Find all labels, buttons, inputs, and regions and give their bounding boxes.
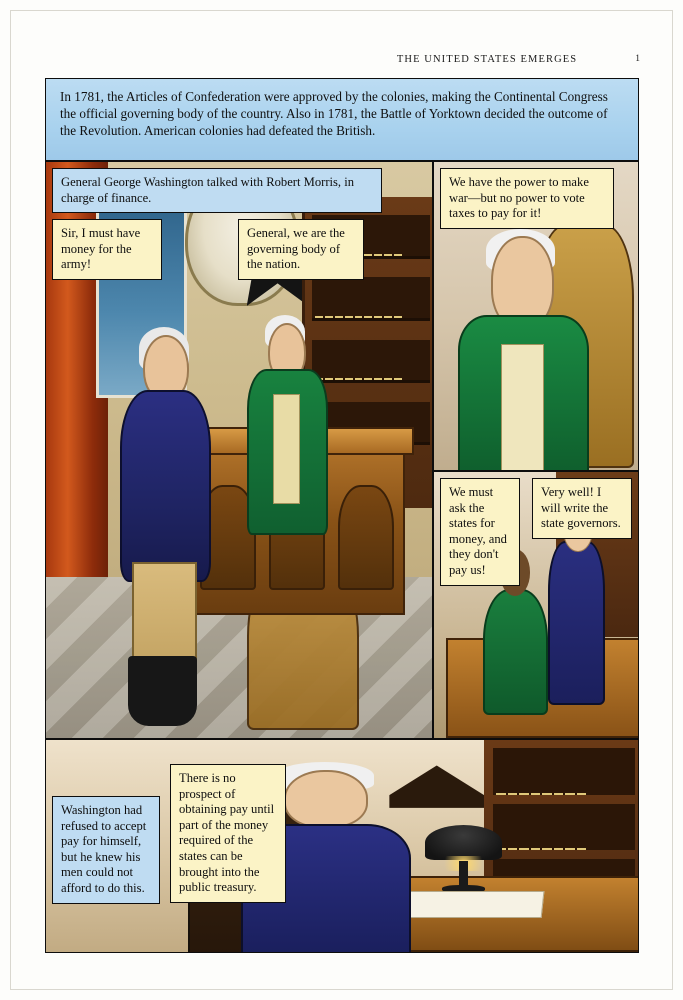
balloon-washington: Sir, I must have money for the army! [52, 219, 162, 280]
page-number: 1 [635, 54, 640, 64]
figure-robert-morris [247, 323, 324, 530]
page-header [45, 50, 640, 68]
balloon-morris: General, we are the governing body of the nation. [238, 219, 364, 280]
panel-right-top [433, 161, 639, 471]
narration-text: In 1781, the Articles of Confederation were approved by the colonies, making the Continental Congress the official governing body of the country. Also in 1781, the Battle of Yorktown decided the outcome of the Revolution. American colonies had defeated the British. [60, 89, 608, 139]
caption-main-panel: General George Washington talked with Robert Morris, in charge of finance. [52, 168, 382, 213]
desk-panel [338, 485, 394, 589]
head [284, 770, 368, 829]
figure-washington-standing [548, 541, 605, 705]
boots [128, 656, 197, 727]
vest [273, 394, 300, 504]
lamp-shade [425, 825, 502, 860]
panel-right-bottom [433, 471, 639, 739]
panel-bottom [45, 739, 639, 953]
figure-robert-morris-closeup [458, 236, 584, 470]
balloon-bottom-panel: There is no prospect of obtaining pay until part of the money required of the states can be brought into the public treasury. [170, 764, 286, 903]
panel-narration [45, 78, 639, 161]
balloon-right-bottom-left: We must ask the states for money, and they don't pay us! [440, 478, 520, 586]
balloon-right-bottom-right: Very well! I will write the state governors. [532, 478, 632, 539]
caption-bottom-panel: Washington had refused to accept pay for himself, but he knew his men could not afford to do this. [52, 796, 160, 904]
blue-uniform-coat [120, 390, 212, 582]
oil-lamp [425, 825, 502, 893]
figure-morris-seated [483, 589, 548, 715]
comic-grid [45, 78, 639, 953]
running-title: THE UNITED STATES EMERGES [396, 53, 578, 65]
vest [501, 344, 543, 471]
balloon-right-top: We have the power to make war—but no power to vote taxes to pay for it! [440, 168, 614, 229]
figure-george-washington [112, 335, 216, 727]
panel-main-scene [45, 161, 433, 739]
